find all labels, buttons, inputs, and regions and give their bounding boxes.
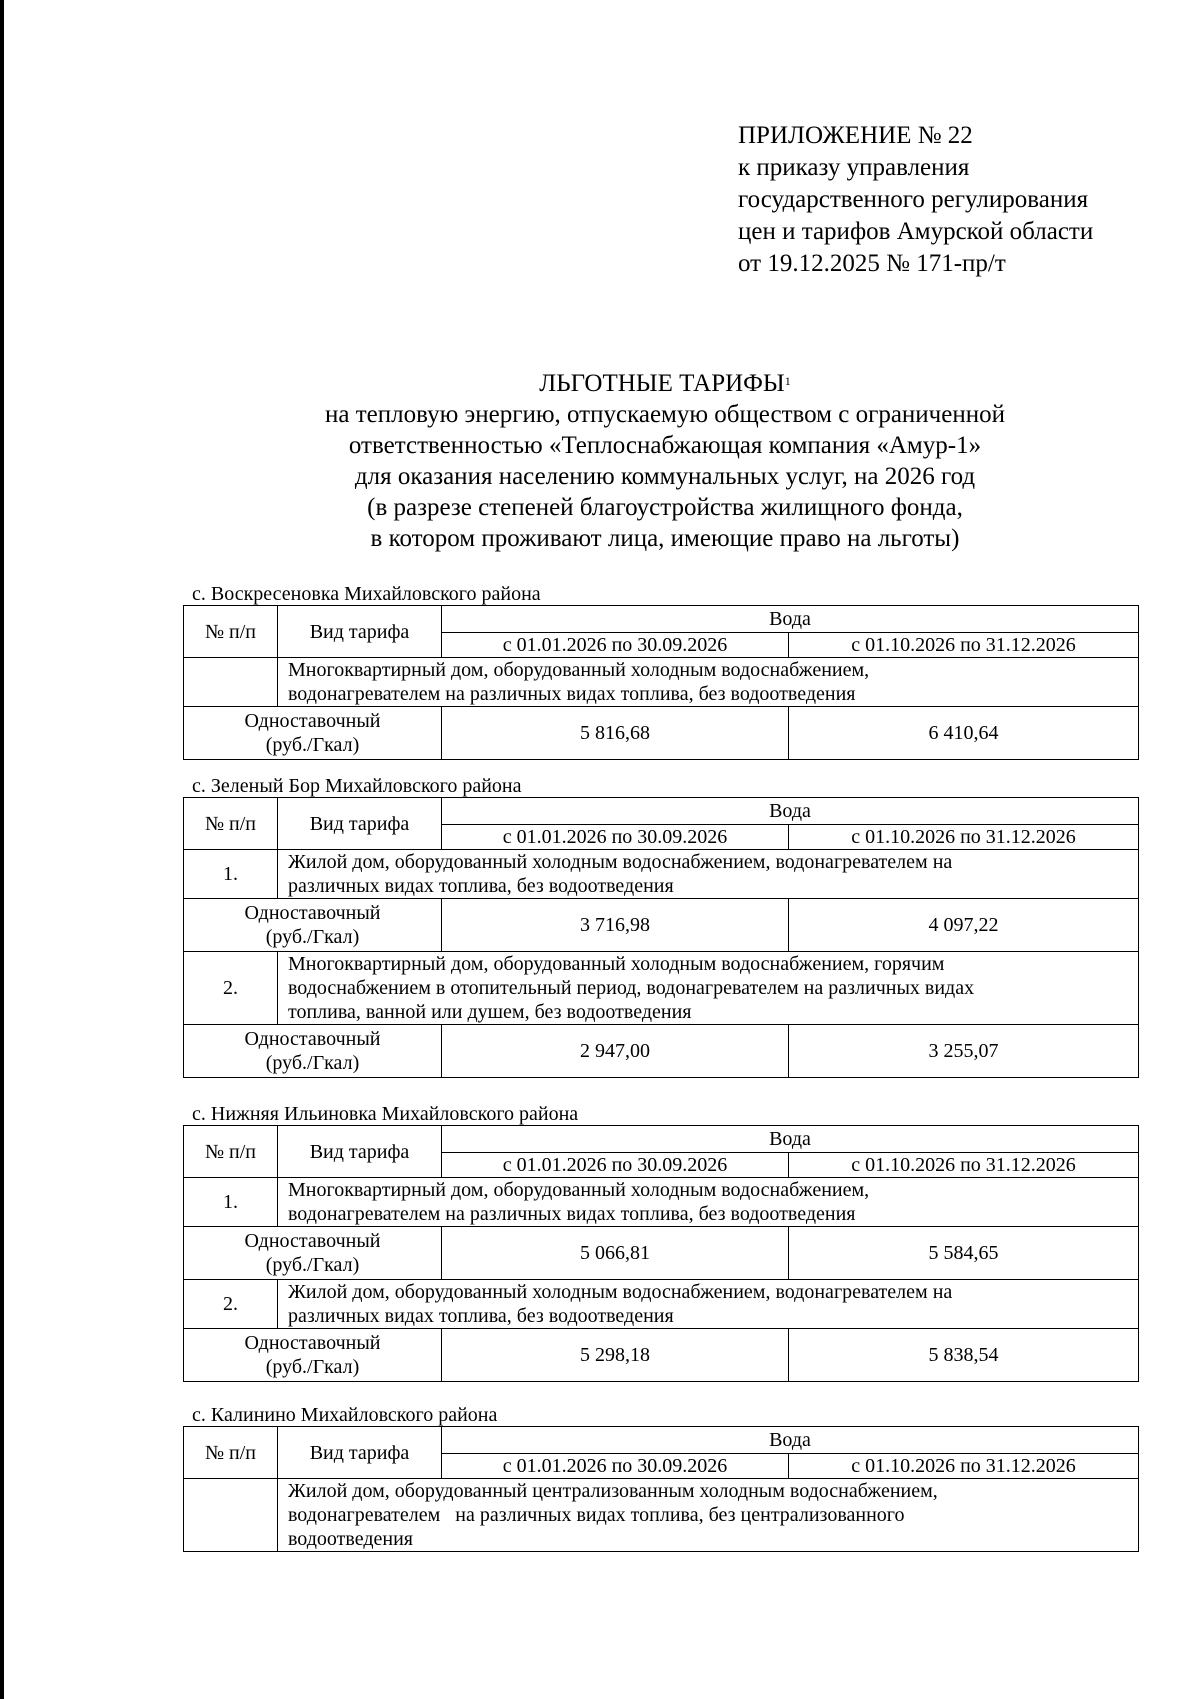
header-tariff-type: Вид тарифа: [278, 606, 442, 658]
table-row: [184, 952, 1139, 1025]
row-number: 2.: [184, 1280, 278, 1329]
tariff-label: [184, 1329, 442, 1382]
table-row: [184, 850, 1139, 899]
table-row: [184, 1329, 1139, 1382]
tariff-label: [184, 707, 442, 760]
tariff-label-line: Одноставочный: [244, 1230, 381, 1252]
description-line: топлива, ванной или душем, без водоотведения: [288, 1001, 692, 1023]
row-number: [184, 658, 278, 707]
appendix-header: [738, 120, 1188, 280]
tariff-value-period-1: 5 298,18: [442, 1329, 789, 1382]
table-header-row: [184, 606, 1139, 633]
tariff-value-period-1: 5 066,81: [442, 1227, 789, 1280]
appendix-line: цен и тарифов Амурской области: [738, 218, 1094, 245]
description-line: водоотведения: [288, 1528, 413, 1550]
tariff-value-period-2: 5 584,65: [789, 1227, 1139, 1280]
header-period-1: с 01.01.2026 по 30.09.2026: [442, 1454, 789, 1479]
header-num: № п/п: [184, 1427, 278, 1479]
description-line: различных видах топлива, без водоотведения: [288, 875, 674, 897]
description-line: Многоквартирный дом, оборудованный холодным водоснабжением,: [288, 659, 870, 681]
tariff-label-line: (руб./Гкал): [265, 926, 360, 948]
row-number: 1.: [184, 850, 278, 899]
dwelling-description: [278, 1178, 1139, 1227]
title-line: (в разрезе степеней благоустройства жилищного фонда,: [367, 494, 963, 521]
tariff-table: [183, 797, 1139, 1078]
tariff-label-line: (руб./Гкал): [265, 1356, 360, 1378]
header-num: № п/п: [184, 606, 278, 658]
header-water: Вода: [442, 798, 1139, 825]
table-header-row: [184, 798, 1139, 825]
appendix-line: от 19.12.2025 № 171-пр/т: [738, 250, 1006, 277]
row-number: 2.: [184, 952, 278, 1025]
section-location: с. Воскресеновка Михайловского района: [192, 583, 541, 605]
dwelling-description: [278, 1479, 1139, 1552]
tariff-label-line: Одноставочный: [244, 902, 381, 924]
header-water: Вода: [442, 1427, 1139, 1454]
tariff-label: [184, 1227, 442, 1280]
header-tariff-type: Вид тарифа: [278, 1427, 442, 1479]
tariff-label-line: (руб./Гкал): [265, 1052, 360, 1074]
table-row: [184, 1025, 1139, 1078]
appendix-line: ПРИЛОЖЕНИЕ № 22: [738, 122, 973, 149]
tariff-value-period-1: 2 947,00: [442, 1025, 789, 1078]
header-period-2: с 01.10.2026 по 31.12.2026: [789, 825, 1139, 850]
header-num: № п/п: [184, 1126, 278, 1178]
dwelling-description: [278, 850, 1139, 899]
section-location: с. Зеленый Бор Михайловского района: [192, 775, 522, 797]
tariff-label-line: (руб./Гкал): [265, 734, 360, 756]
dwelling-description: [278, 952, 1139, 1025]
tariff-section: [183, 775, 1138, 1078]
table-header-row: [184, 1126, 1139, 1153]
table-row: [184, 899, 1139, 952]
tariff-section: [183, 583, 1138, 760]
tariff-section: [183, 1404, 1138, 1552]
tariff-table: [183, 1125, 1139, 1382]
row-number: 1.: [184, 1178, 278, 1227]
title-heading: ЛЬГОТНЫЕ ТАРИФЫ$^1$: [539, 370, 791, 397]
table-header-row: [184, 1427, 1139, 1454]
description-line: различных видах топлива, без водоотведения: [288, 1305, 674, 1327]
description-line: Жилой дом, оборудованный централизованным холодным водоснабжением,: [288, 1480, 938, 1502]
dwelling-description: [278, 658, 1139, 707]
table-row: [184, 1479, 1139, 1552]
header-tariff-type: Вид тарифа: [278, 1126, 442, 1178]
header-period-2: с 01.10.2026 по 31.12.2026: [789, 633, 1139, 658]
title-line: на тепловую энергию, отпускаемую обществом с ограниченной: [325, 401, 1005, 428]
header-period-2: с 01.10.2026 по 31.12.2026: [789, 1454, 1139, 1479]
header-period-1: с 01.01.2026 по 30.09.2026: [442, 825, 789, 850]
tariff-label-line: Одноставочный: [244, 1332, 381, 1354]
row-number: [184, 1479, 278, 1552]
title-line: для оказания населению коммунальных услуг, на 2026 год: [354, 463, 976, 490]
description-line: Многоквартирный дом, оборудованный холодным водоснабжением,: [288, 1179, 870, 1201]
tariff-table: [183, 605, 1139, 760]
tariff-value-period-2: 5 838,54: [789, 1329, 1139, 1382]
table-row: [184, 658, 1139, 707]
tariff-section: [183, 1103, 1138, 1382]
tariff-label-line: Одноставочный: [244, 710, 381, 732]
tariff-label: [184, 899, 442, 952]
tariff-value-period-2: 6 410,64: [789, 707, 1139, 760]
description-line: Жилой дом, оборудованный холодным водоснабжением, водонагревателем на: [288, 1281, 953, 1303]
header-num: № п/п: [184, 798, 278, 850]
description-line: Жилой дом, оборудованный холодным водоснабжением, водонагревателем на: [288, 851, 953, 873]
title-line: ответственностью «Теплоснабжающая компания «Амур-1»: [348, 432, 982, 459]
title-line: в котором проживают лица, имеющие право на льготы): [370, 525, 960, 552]
table-row: [184, 1280, 1139, 1329]
header-tariff-type: Вид тарифа: [278, 798, 442, 850]
table-row: [184, 1227, 1139, 1280]
header-period-1: с 01.01.2026 по 30.09.2026: [442, 1153, 789, 1178]
section-location: с. Калинино Михайловского района: [192, 1404, 498, 1426]
footnote-mark: 1: [784, 374, 791, 388]
description-line: Многоквартирный дом, оборудованный холодным водоснабжением, горячим: [288, 953, 945, 975]
description-line: водоснабжением в отопительный период, водонагревателем на различных видах: [288, 977, 975, 999]
description-line: водонагревателем на различных видах топлива, без водоотведения: [288, 1203, 856, 1225]
header-period-2: с 01.10.2026 по 31.12.2026: [789, 1153, 1139, 1178]
document-title: [190, 368, 1140, 554]
tariff-table: [183, 1426, 1139, 1552]
table-row: [184, 1178, 1139, 1227]
header-period-1: с 01.01.2026 по 30.09.2026: [442, 633, 789, 658]
tariff-label: [184, 1025, 442, 1078]
header-water: Вода: [442, 1126, 1139, 1153]
tariff-label-line: (руб./Гкал): [265, 1254, 360, 1276]
description-line: водонагревателем на различных видах топлива, без централизованного: [288, 1504, 905, 1526]
table-row: [184, 707, 1139, 760]
section-location: с. Нижняя Ильиновка Михайловского района: [192, 1103, 579, 1125]
page-left-edge: [0, 0, 4, 1699]
description-line: водонагревателем на различных видах топлива, без водоотведения: [288, 683, 856, 705]
appendix-line: к приказу управления: [738, 154, 970, 181]
tariff-value-period-2: 3 255,07: [789, 1025, 1139, 1078]
appendix-line: государственного регулирования: [738, 186, 1089, 213]
tariff-label-line: Одноставочный: [244, 1028, 381, 1050]
dwelling-description: [278, 1280, 1139, 1329]
tariff-value-period-1: 5 816,68: [442, 707, 789, 760]
tariff-value-period-2: 4 097,22: [789, 899, 1139, 952]
tariff-value-period-1: 3 716,98: [442, 899, 789, 952]
header-water: Вода: [442, 606, 1139, 633]
